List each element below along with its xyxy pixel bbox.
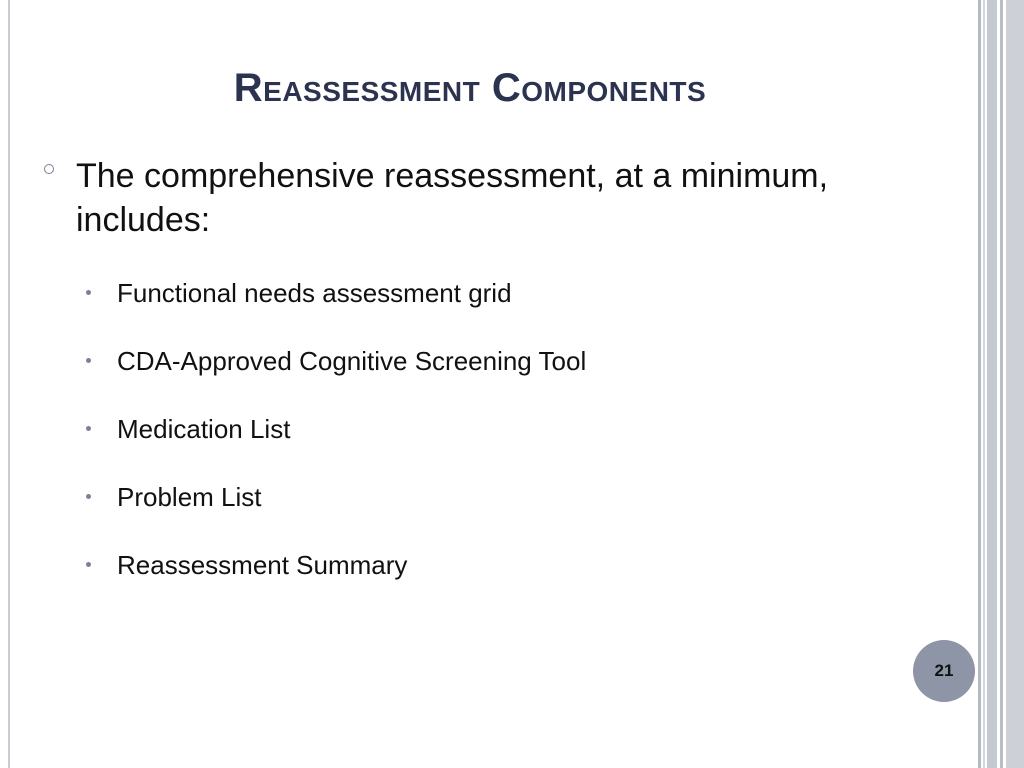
sub-bullet-label: CDA-Approved Cognitive Screening Tool xyxy=(117,346,587,376)
stripe xyxy=(983,0,985,768)
main-bullet-text: The comprehensive reassessment, at a minimum, includes: xyxy=(76,157,829,239)
sub-bullet-label: Medication List xyxy=(117,414,291,444)
sub-bullet-label: Reassessment Summary xyxy=(117,550,408,580)
filled-dot-bullet-icon xyxy=(86,494,91,499)
left-border-line xyxy=(8,0,10,768)
filled-dot-bullet-icon xyxy=(86,562,91,567)
page-number-badge: 21 xyxy=(913,640,975,702)
stripe xyxy=(1000,0,1003,768)
stripe xyxy=(987,0,997,768)
hollow-circle-bullet-icon xyxy=(44,164,54,174)
stripe xyxy=(1006,0,1024,768)
filled-dot-bullet-icon xyxy=(86,426,91,431)
sub-bullet-label: Problem List xyxy=(117,482,262,512)
filled-dot-bullet-icon xyxy=(86,290,91,295)
filled-dot-bullet-icon xyxy=(86,358,91,363)
sub-bullet-label: Functional needs assessment grid xyxy=(117,278,512,308)
slide-title: Reassessment Components xyxy=(233,66,707,110)
right-decorative-stripes xyxy=(978,0,1024,768)
stripe xyxy=(978,0,981,768)
